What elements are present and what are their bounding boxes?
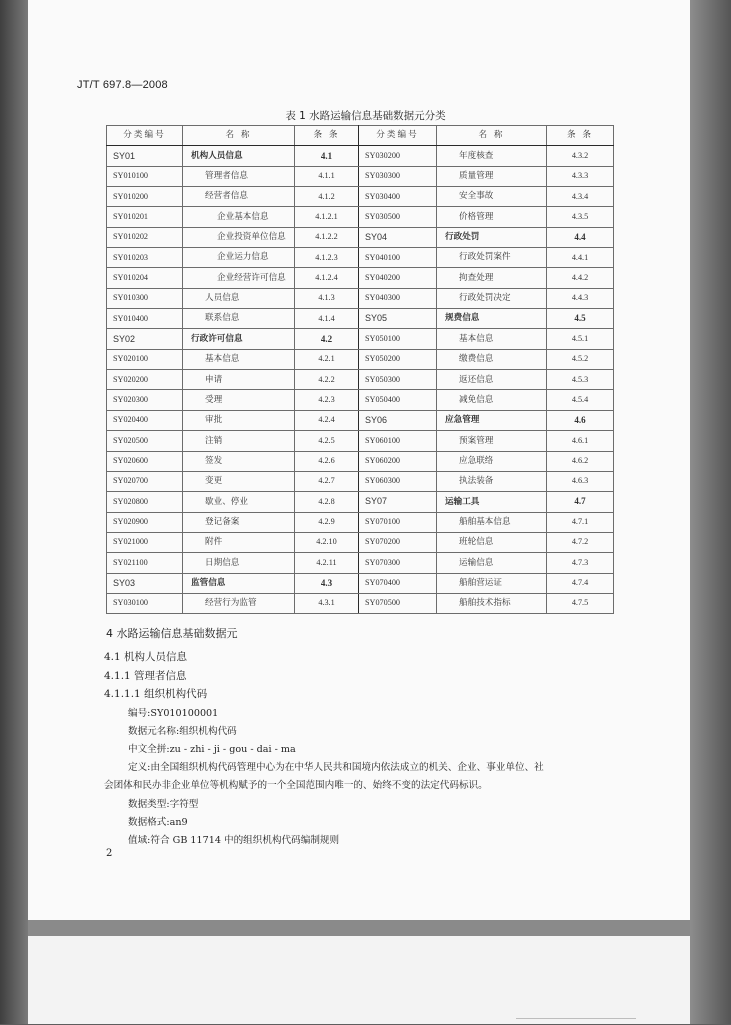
code-cell-left: SY020600 — [107, 451, 183, 471]
name-cell-left: 企业运力信息 — [183, 248, 295, 268]
code-cell-right: SY06 — [359, 410, 437, 430]
table-row — [107, 553, 614, 573]
clause-cell-right: 4.6.3 — [547, 471, 614, 491]
section-heading-4-1: 4.1 机构人员信息 — [104, 651, 188, 663]
clause-cell-right: 4.7.1 — [547, 512, 614, 532]
clause-cell-right: 4.5.3 — [547, 370, 614, 390]
code-cell-right: SY030300 — [359, 166, 437, 186]
code-cell-right: SY050200 — [359, 349, 437, 369]
header-clause-left: 条 条 — [295, 126, 359, 146]
clause-cell-left: 4.2.3 — [295, 390, 359, 410]
code-cell-right: SY030400 — [359, 187, 437, 207]
element-data-type: 数据类型:字符型 — [128, 799, 199, 810]
table-row — [107, 451, 614, 471]
name-cell-right: 质量管理 — [437, 166, 547, 186]
clause-cell-left: 4.1.4 — [295, 309, 359, 329]
name-cell-left: 歇业、停业 — [183, 492, 295, 512]
code-cell-left: SY020300 — [107, 390, 183, 410]
name-cell-right: 运输信息 — [437, 553, 547, 573]
clause-cell-right: 4.3.5 — [547, 207, 614, 227]
code-cell-right: SY060200 — [359, 451, 437, 471]
table-row — [107, 207, 614, 227]
element-pinyin: 中文全拼:zu - zhi - ji - gou - dai - ma — [128, 744, 296, 755]
code-cell-right: SY040100 — [359, 248, 437, 268]
viewer-background-left — [0, 0, 28, 1024]
name-cell-left: 企业经营许可信息 — [183, 268, 295, 288]
clause-cell-left: 4.2.7 — [295, 471, 359, 491]
name-cell-left: 经营者信息 — [183, 187, 295, 207]
code-cell-left: SY010201 — [107, 207, 183, 227]
clause-cell-left: 4.2.6 — [295, 451, 359, 471]
clause-cell-right: 4.6.2 — [547, 451, 614, 471]
code-cell-right: SY050100 — [359, 329, 437, 349]
clause-cell-left: 4.2.11 — [295, 553, 359, 573]
clause-cell-right: 4.7 — [547, 492, 614, 512]
name-cell-right: 船舶营运证 — [437, 573, 547, 593]
code-cell-left: SY010300 — [107, 288, 183, 308]
name-cell-right: 年度核查 — [437, 146, 547, 166]
name-cell-right: 返还信息 — [437, 370, 547, 390]
table-row — [107, 349, 614, 369]
code-cell-left: SY010202 — [107, 227, 183, 247]
clause-cell-left: 4.2.1 — [295, 349, 359, 369]
table-row — [107, 268, 614, 288]
name-cell-left: 监管信息 — [183, 573, 295, 593]
name-cell-right: 行政处罚 — [437, 227, 547, 247]
table-row — [107, 187, 614, 207]
name-cell-right: 减免信息 — [437, 390, 547, 410]
table-header-row — [107, 126, 614, 146]
code-cell-left: SY020900 — [107, 512, 183, 532]
code-cell-left: SY010204 — [107, 268, 183, 288]
code-cell-right: SY050300 — [359, 370, 437, 390]
name-cell-right: 基本信息 — [437, 329, 547, 349]
viewer-background-right — [690, 0, 731, 1024]
section-heading-4-1-1-1: 4.1.1.1 组织机构代码 — [104, 688, 208, 700]
name-cell-right: 价格管理 — [437, 207, 547, 227]
next-page — [28, 936, 690, 1024]
clause-cell-right: 4.5 — [547, 309, 614, 329]
table-row — [107, 248, 614, 268]
code-cell-right: SY040200 — [359, 268, 437, 288]
clause-cell-right: 4.6.1 — [547, 431, 614, 451]
clause-cell-left: 4.1.2.3 — [295, 248, 359, 268]
clause-cell-right: 4.7.5 — [547, 593, 614, 613]
clause-cell-left: 4.2.2 — [295, 370, 359, 390]
code-cell-left: SY021100 — [107, 553, 183, 573]
table-row — [107, 431, 614, 451]
code-cell-right: SY070200 — [359, 532, 437, 552]
clause-cell-left: 4.2.4 — [295, 410, 359, 430]
code-cell-left: SY01 — [107, 146, 183, 166]
clause-cell-right: 4.3.4 — [547, 187, 614, 207]
header-code-left: 分类编号 — [107, 126, 183, 146]
table-row — [107, 227, 614, 247]
code-cell-left: SY030100 — [107, 593, 183, 613]
name-cell-right: 规费信息 — [437, 309, 547, 329]
clause-cell-right: 4.3.2 — [547, 146, 614, 166]
clause-cell-left: 4.1.1 — [295, 166, 359, 186]
table-row — [107, 492, 614, 512]
clause-cell-left: 4.1.2.1 — [295, 207, 359, 227]
code-cell-left: SY020400 — [107, 410, 183, 430]
clause-cell-right: 4.4.1 — [547, 248, 614, 268]
name-cell-right: 船舶技术指标 — [437, 593, 547, 613]
clause-cell-left: 4.3 — [295, 573, 359, 593]
code-cell-left: SY020700 — [107, 471, 183, 491]
table-row — [107, 146, 614, 166]
code-cell-left: SY03 — [107, 573, 183, 593]
clause-cell-left: 4.1.2.4 — [295, 268, 359, 288]
clause-cell-right: 4.5.1 — [547, 329, 614, 349]
code-cell-right: SY05 — [359, 309, 437, 329]
name-cell-left: 企业投资单位信息 — [183, 227, 295, 247]
classification-table — [106, 125, 614, 614]
table-row — [107, 532, 614, 552]
clause-cell-left: 4.1.3 — [295, 288, 359, 308]
element-definition-line-2: 会团体和民办非企业单位等机构赋予的一个全国范围内唯一的、始终不变的法定代码标识。 — [104, 780, 488, 791]
clause-cell-left: 4.2 — [295, 329, 359, 349]
name-cell-left: 签发 — [183, 451, 295, 471]
table-row — [107, 471, 614, 491]
name-cell-right: 安全事故 — [437, 187, 547, 207]
name-cell-left: 日期信息 — [183, 553, 295, 573]
name-cell-left: 机构人员信息 — [183, 146, 295, 166]
clause-cell-right: 4.6 — [547, 410, 614, 430]
code-cell-right: SY030500 — [359, 207, 437, 227]
name-cell-right: 应急联络 — [437, 451, 547, 471]
code-cell-left: SY010200 — [107, 187, 183, 207]
clause-cell-right: 4.7.2 — [547, 532, 614, 552]
name-cell-right: 班轮信息 — [437, 532, 547, 552]
name-cell-right: 拘查处理 — [437, 268, 547, 288]
code-cell-left: SY020100 — [107, 349, 183, 369]
clause-cell-left: 4.1.2 — [295, 187, 359, 207]
code-cell-left: SY010203 — [107, 248, 183, 268]
element-name: 数据元名称:组织机构代码 — [128, 726, 237, 737]
name-cell-right: 运输工具 — [437, 492, 547, 512]
code-cell-left: SY020800 — [107, 492, 183, 512]
clause-cell-right: 4.3.3 — [547, 166, 614, 186]
code-cell-right: SY070100 — [359, 512, 437, 532]
name-cell-left: 注销 — [183, 431, 295, 451]
code-cell-right: SY070400 — [359, 573, 437, 593]
name-cell-left: 联系信息 — [183, 309, 295, 329]
element-value-domain: 值域:符合 GB 11714 中的组织机构代码编制规则 — [128, 835, 340, 846]
table-row — [107, 593, 614, 613]
name-cell-left: 人员信息 — [183, 288, 295, 308]
clause-cell-right: 4.5.4 — [547, 390, 614, 410]
header-name-left: 名 称 — [183, 126, 295, 146]
name-cell-left: 审批 — [183, 410, 295, 430]
code-cell-right: SY030200 — [359, 146, 437, 166]
clause-cell-left: 4.1 — [295, 146, 359, 166]
clause-cell-left: 4.2.5 — [295, 431, 359, 451]
code-cell-left: SY021000 — [107, 532, 183, 552]
name-cell-right: 预案管理 — [437, 431, 547, 451]
code-cell-right: SY040300 — [359, 288, 437, 308]
clause-cell-left: 4.2.8 — [295, 492, 359, 512]
header-name-right: 名 称 — [437, 126, 547, 146]
page-gap — [28, 920, 690, 936]
page-number: 2 — [106, 848, 113, 859]
table-row — [107, 288, 614, 308]
code-cell-right: SY050400 — [359, 390, 437, 410]
code-cell-left: SY020200 — [107, 370, 183, 390]
name-cell-left: 经营行为监管 — [183, 593, 295, 613]
clause-cell-right: 4.4.3 — [547, 288, 614, 308]
name-cell-left: 管理者信息 — [183, 166, 295, 186]
section-heading-4-1-1: 4.1.1 管理者信息 — [104, 670, 187, 682]
clause-cell-left: 4.3.1 — [295, 593, 359, 613]
header-clause-right: 条 条 — [547, 126, 614, 146]
code-cell-right: SY060300 — [359, 471, 437, 491]
table-row — [107, 512, 614, 532]
name-cell-left: 基本信息 — [183, 349, 295, 369]
clause-cell-left: 4.1.2.2 — [295, 227, 359, 247]
name-cell-right: 行政处罚决定 — [437, 288, 547, 308]
clause-cell-right: 4.5.2 — [547, 349, 614, 369]
clause-cell-right: 4.4.2 — [547, 268, 614, 288]
table-row — [107, 390, 614, 410]
clause-cell-left: 4.2.9 — [295, 512, 359, 532]
name-cell-left: 附件 — [183, 532, 295, 552]
clause-cell-right: 4.7.4 — [547, 573, 614, 593]
table-row — [107, 309, 614, 329]
table-row — [107, 370, 614, 390]
name-cell-left: 受理 — [183, 390, 295, 410]
name-cell-right: 执法装备 — [437, 471, 547, 491]
code-cell-left: SY010100 — [107, 166, 183, 186]
table-row — [107, 410, 614, 430]
element-definition-line-1: 定义:由全国组织机构代码管理中心为在中华人民共和国境内依法成立的机关、企业、事业单位、社 — [128, 762, 544, 773]
element-id: 编号:SY010100001 — [128, 708, 219, 719]
name-cell-right: 应急管理 — [437, 410, 547, 430]
name-cell-left: 登记备案 — [183, 512, 295, 532]
table-row — [107, 166, 614, 186]
code-cell-right: SY04 — [359, 227, 437, 247]
clause-cell-right: 4.4 — [547, 227, 614, 247]
table-row — [107, 573, 614, 593]
name-cell-left: 申请 — [183, 370, 295, 390]
code-cell-right: SY070500 — [359, 593, 437, 613]
standard-number-header: JT/T 697.8—2008 — [77, 79, 168, 91]
code-cell-left: SY010400 — [107, 309, 183, 329]
clause-cell-right: 4.7.3 — [547, 553, 614, 573]
name-cell-right: 缴费信息 — [437, 349, 547, 369]
code-cell-right: SY060100 — [359, 431, 437, 451]
table-row — [107, 329, 614, 349]
code-cell-right: SY07 — [359, 492, 437, 512]
clause-cell-left: 4.2.10 — [295, 532, 359, 552]
element-data-format: 数据格式:an9 — [128, 817, 188, 828]
table-title: 表 1 水路运输信息基础数据元分类 — [285, 110, 446, 122]
name-cell-left: 企业基本信息 — [183, 207, 295, 227]
header-code-right: 分类编号 — [359, 126, 437, 146]
code-cell-left: SY02 — [107, 329, 183, 349]
name-cell-right: 行政处罚案件 — [437, 248, 547, 268]
code-cell-left: SY020500 — [107, 431, 183, 451]
section-heading-4: 4 水路运输信息基础数据元 — [106, 627, 238, 640]
name-cell-left: 变更 — [183, 471, 295, 491]
code-cell-right: SY070300 — [359, 553, 437, 573]
name-cell-left: 行政许可信息 — [183, 329, 295, 349]
name-cell-right: 船舶基本信息 — [437, 512, 547, 532]
